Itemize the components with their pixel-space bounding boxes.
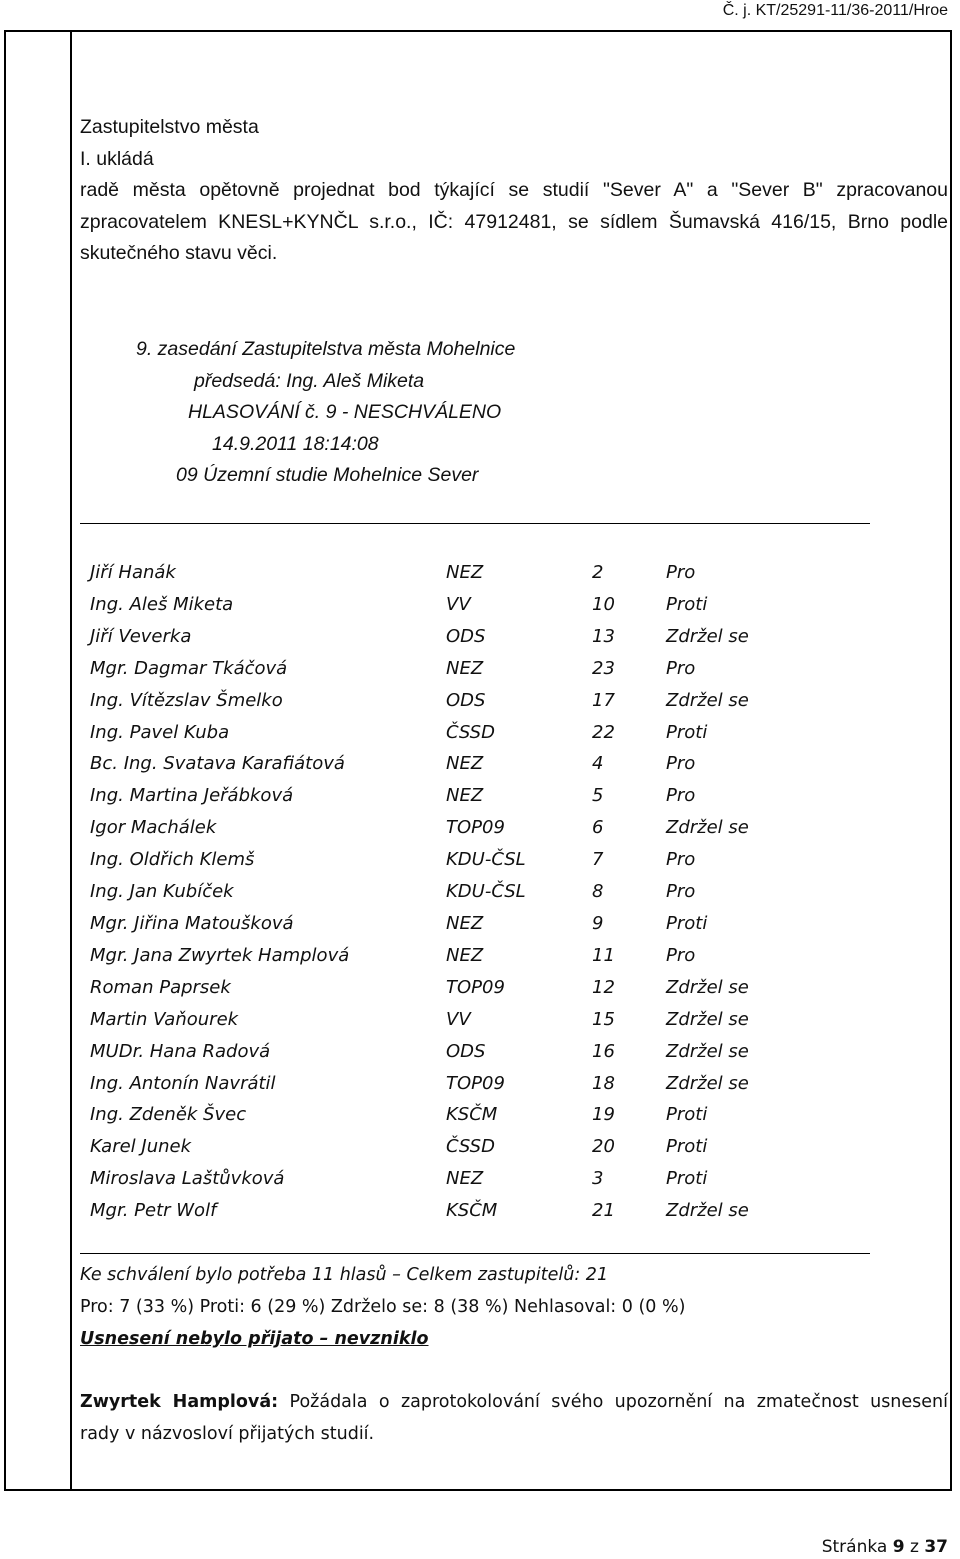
member-party: NEZ: [446, 753, 484, 775]
vote-row: [90, 812, 786, 844]
vote-header: [136, 334, 515, 492]
vote-row: [90, 557, 786, 589]
member-name: Jiří Veverka: [90, 625, 192, 647]
member-number: 2: [592, 562, 604, 583]
member-party: NEZ: [446, 944, 484, 966]
vote-row: [90, 1004, 786, 1036]
vote-row: [90, 972, 786, 1004]
member-vote: Proti: [666, 1104, 708, 1126]
member-vote: Pro: [666, 785, 696, 807]
vote-row: [90, 1068, 786, 1100]
member-number: 11: [592, 944, 615, 966]
page-of: z: [909, 1537, 919, 1557]
member-number: 20: [592, 1136, 615, 1158]
member-vote: Proti: [666, 1136, 708, 1158]
member-name: Ing. Jan Kubíček: [90, 881, 234, 903]
member-party: ČSSD: [446, 1136, 495, 1158]
note-line-2: rady v názvosloví přijatých studií.: [80, 1424, 375, 1444]
member-name: MUDr. Hana Radová: [90, 1040, 271, 1062]
vote-row: [90, 780, 786, 812]
vote-row: [90, 717, 786, 749]
member-number: 22: [592, 721, 615, 743]
member-party: ODS: [446, 689, 486, 711]
member-vote: Zdržel se: [666, 817, 749, 839]
vote-row: [90, 1163, 786, 1195]
member-party: TOP09: [446, 976, 505, 998]
member-number: 13: [592, 625, 615, 647]
page-total: 37: [924, 1537, 948, 1557]
summary-result: Usnesení nebylo přijato – nevzniklo: [80, 1329, 429, 1349]
resolution-line-2: I. ukládá: [80, 147, 154, 170]
document-reference-number: Č. j. KT/25291-11/36-2011/Hroe: [722, 2, 948, 19]
vote-row: [90, 1036, 786, 1068]
vote-subject: 09 Územní studie Mohelnice Sever: [176, 464, 479, 487]
summary-counts: Pro: 7 (33 %) Proti: 6 (29 %) Zdrželo se: 8 (38 %) Nehlasoval: 0 (0 %): [80, 1297, 686, 1317]
vote-row: [90, 653, 786, 685]
chair-line: předsedá: Ing. Aleš Miketa: [194, 369, 425, 392]
member-number: 23: [592, 657, 615, 679]
member-number: 5: [592, 785, 604, 807]
vote-row: [90, 1131, 786, 1163]
member-name: Ing. Oldřich Klemš: [90, 849, 255, 871]
member-party: VV: [446, 593, 471, 615]
member-number: 12: [592, 976, 615, 998]
member-number: 7: [592, 849, 604, 871]
member-party: KDU-ČSL: [446, 881, 526, 903]
member-party: NEZ: [446, 785, 484, 807]
member-number: 16: [592, 1040, 615, 1062]
member-number: 4: [592, 753, 604, 775]
vote-table: [90, 557, 786, 1227]
member-vote: Proti: [666, 593, 708, 615]
vote-row: [90, 1099, 786, 1131]
member-vote: Zdržel se: [666, 1008, 749, 1030]
member-party: ČSSD: [446, 721, 495, 743]
member-party: NEZ: [446, 657, 484, 679]
member-name: Bc. Ing. Svatava Karafiátová: [90, 753, 345, 775]
member-party: VV: [446, 1008, 471, 1030]
member-name: Mgr. Jiřina Matoušková: [90, 912, 294, 934]
member-name: Ing. Martina Jeřábková: [90, 785, 294, 807]
vote-row: [90, 1195, 786, 1227]
resolution-line-4: zpracovatelem KNESL+KYNČL s.r.o., IČ: 47912481, se sídlem Šumavská 416/15, Brno podle: [80, 210, 948, 233]
member-party: ODS: [446, 1040, 486, 1062]
member-party: NEZ: [446, 1168, 484, 1190]
divider-top: [80, 523, 870, 524]
member-number: 10: [592, 593, 615, 615]
member-party: TOP09: [446, 817, 505, 839]
vote-row: [90, 621, 786, 653]
member-name: Roman Paprsek: [90, 976, 231, 998]
member-party: NEZ: [446, 912, 484, 934]
member-vote: Proti: [666, 721, 708, 743]
member-vote: Pro: [666, 881, 696, 903]
vote-row: [90, 589, 786, 621]
vote-datetime: 14.9.2011 18:14:08: [212, 432, 379, 455]
member-vote: Proti: [666, 1168, 708, 1190]
member-number: 15: [592, 1008, 615, 1030]
vote-number-result: HLASOVÁNÍ č. 9 - NESCHVÁLENO: [188, 401, 502, 424]
member-vote: Proti: [666, 912, 708, 934]
member-number: 18: [592, 1072, 615, 1094]
member-party: KDU-ČSL: [446, 849, 526, 871]
summary-required: Ke schválení bylo potřeba 11 hlasů – Celkem zastupitelů: 21: [80, 1265, 609, 1285]
member-name: Ing. Vítězslav Šmelko: [90, 689, 283, 711]
member-name: Jiří Hanák: [90, 562, 176, 583]
note-text-1: Požádala o zaprotokolování svého upozornění na zmatečnost usnesení: [278, 1392, 949, 1412]
member-vote: Pro: [666, 849, 696, 871]
vote-row: [90, 685, 786, 717]
member-vote: Pro: [666, 753, 696, 775]
page-number: [822, 1537, 948, 1557]
member-number: 21: [592, 1200, 615, 1222]
member-name: Ing. Antonín Navrátil: [90, 1072, 276, 1094]
member-name: Mgr. Dagmar Tkáčová: [90, 657, 288, 679]
member-vote: Zdržel se: [666, 976, 749, 998]
member-number: 9: [592, 912, 604, 934]
member-name: Ing. Zdeněk Švec: [90, 1104, 247, 1126]
page-current: 9: [892, 1537, 905, 1557]
member-number: 8: [592, 881, 604, 903]
member-number: 19: [592, 1104, 615, 1126]
vote-row: [90, 748, 786, 780]
member-name: Ing. Pavel Kuba: [90, 721, 230, 743]
member-vote: Zdržel se: [666, 1040, 749, 1062]
discussion-note: [80, 1386, 948, 1450]
divider-bottom: [80, 1253, 870, 1254]
margin-rule: [70, 30, 72, 1491]
resolution-line-5: skutečného stavu věci.: [80, 242, 278, 265]
member-name: Miroslava Laštůvková: [90, 1168, 285, 1190]
vote-row: [90, 908, 786, 940]
member-party: KSČM: [446, 1200, 498, 1222]
member-vote: Zdržel se: [666, 625, 749, 647]
page-label: Stránka: [821, 1537, 888, 1557]
member-party: TOP09: [446, 1072, 505, 1094]
member-number: 6: [592, 817, 604, 839]
vote-row: [90, 940, 786, 972]
member-vote: Zdržel se: [666, 689, 749, 711]
member-name: Igor Machálek: [90, 817, 217, 839]
member-vote: Pro: [666, 657, 696, 679]
member-vote: Pro: [666, 562, 696, 583]
vote-row: [90, 844, 786, 876]
resolution-line-3: radě města opětovně projednat bod týkající se studií "Sever A" a "Sever B" zpracovanou: [80, 179, 948, 202]
vote-summary: [80, 1259, 685, 1355]
member-name: Mgr. Petr Wolf: [90, 1200, 217, 1222]
note-speaker: Zwyrtek Hamplová:: [80, 1392, 279, 1412]
member-number: 17: [592, 689, 615, 711]
member-party: NEZ: [446, 562, 484, 583]
member-name: Martin Vaňourek: [90, 1008, 239, 1030]
member-name: Karel Junek: [90, 1136, 192, 1158]
member-vote: Zdržel se: [666, 1200, 749, 1222]
member-vote: Pro: [666, 944, 696, 966]
member-name: Mgr. Jana Zwyrtek Hamplová: [90, 944, 350, 966]
session-title: 9. zasedání Zastupitelstva města Mohelnice: [136, 338, 516, 360]
vote-row: [90, 876, 786, 908]
member-name: Ing. Aleš Miketa: [90, 593, 234, 615]
member-vote: Zdržel se: [666, 1072, 749, 1094]
note-line-1: [80, 1386, 948, 1418]
member-party: ODS: [446, 625, 486, 647]
resolution-text: [80, 112, 948, 270]
resolution-line-1: Zastupitelstvo města: [80, 116, 259, 138]
member-number: 3: [592, 1168, 604, 1190]
member-party: KSČM: [446, 1104, 498, 1126]
